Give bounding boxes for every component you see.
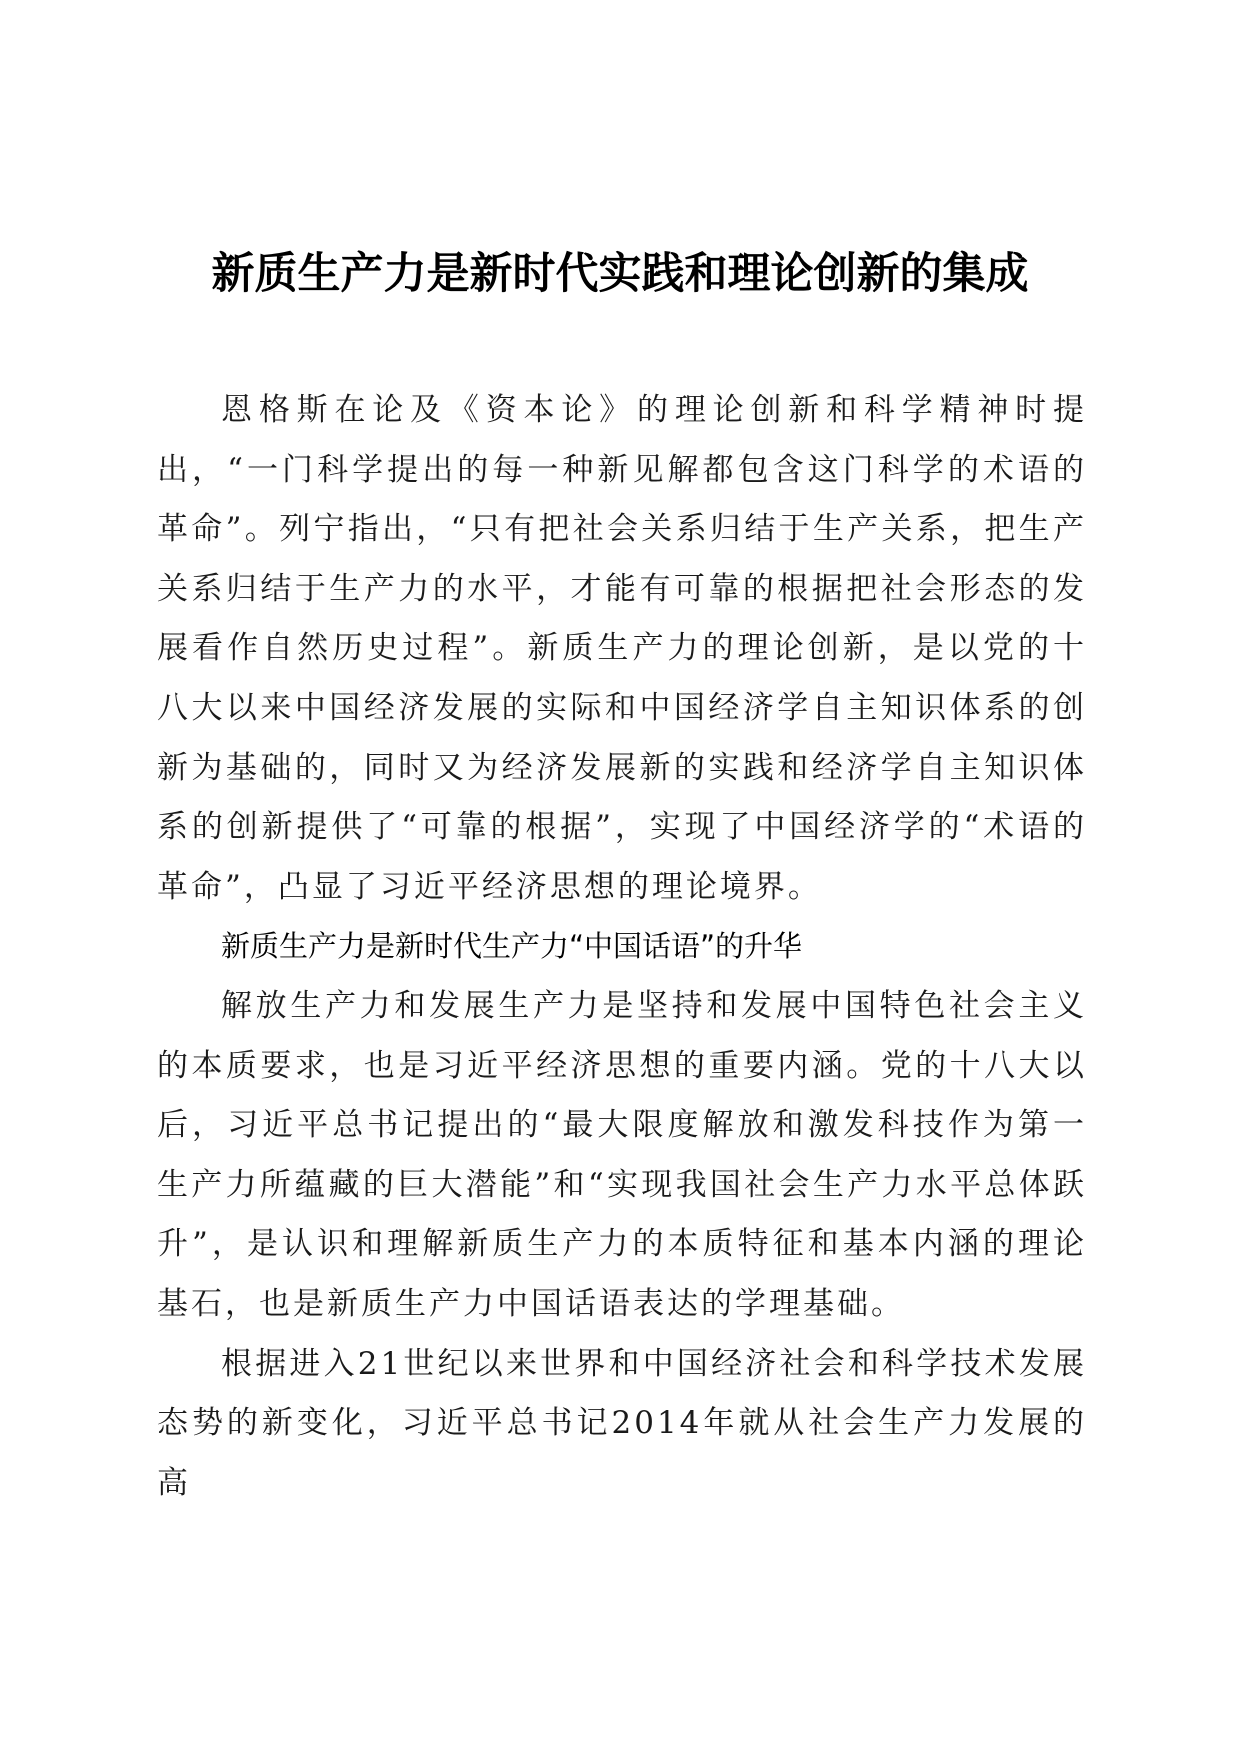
section-heading: 新质生产力是新时代生产力“中国话语”的升华 bbox=[221, 929, 803, 964]
paragraph-section1-2: 根据进入21世纪以来世界和中国经济社会和科学技术发展态势的新变化，习近平总书记2014年就从社会生产力发展的高 bbox=[157, 1345, 1087, 1501]
document-title: 新质生产力是新时代实践和理论创新的集成 bbox=[211, 249, 1029, 299]
document-body bbox=[157, 381, 1087, 1513]
paragraph-section1-1: 解放生产力和发展生产力是坚持和发展中国特色社会主义的本质要求，也是习近平经济思想的重要内涵。党的十八大以后，习近平总书记提出的“最大限度解放和激发科技作为第一生产力所蕴藏的巨大潜能”和“实现我国社会生产力水平总体跃升”，是认识和理解新质生产力的本质特征和基本内涵的理论基石，也是新质生产力中国话语表达的学理基础。 bbox=[157, 987, 1087, 1322]
paragraph-intro: 恩格斯在论及《资本论》的理论创新和科学精神时提出，“一门科学提出的每一种新见解都包含这门科学的术语的革命”。列宁指出，“只有把社会关系归结于生产关系，把生产关系归结于生产力的水平，才能有可靠的根据把社会形态的发展看作自然历史过程”。新质生产力的理论创新，是以党的十八大以来中国经济发展的实际和中国经济学自主知识体系的创新为基础的，同时又为经济发展新的实践和经济学自主知识体系的创新提供了“可靠的根据”，实现了中国经济学的“术语的革命”，凸显了习近平经济思想的理论境界。 bbox=[157, 392, 1087, 905]
